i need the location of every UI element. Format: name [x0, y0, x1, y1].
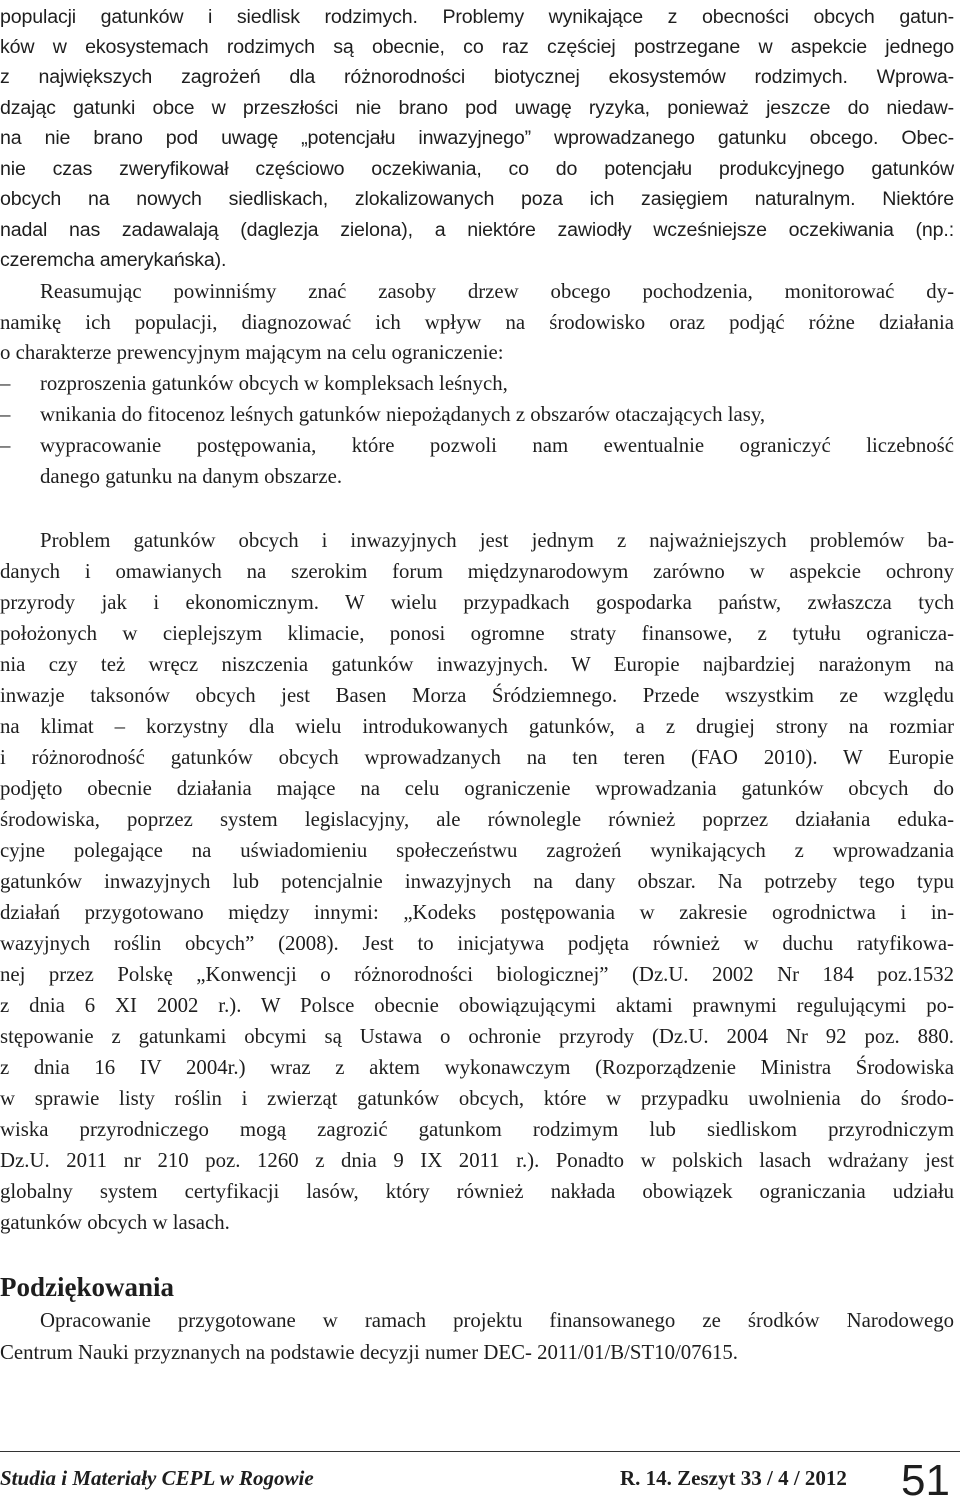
text-line: podjęto obecnie działania mające na celu ograniczenie wprowadzania gatunków obcych do: [0, 777, 954, 800]
text-line: o charakterze prewencyjnym mającym na celu ograniczenie:: [0, 341, 504, 364]
text-line: obcych na nowych siedliskach, zlokalizowanych poza ich zasięgiem naturalnym. Niektóre: [0, 188, 954, 210]
text-line: przyrody jak i ekonomicznym. W wielu przypadkach gospodarka państw, zwłaszcza tych: [0, 591, 954, 614]
text-line: nadal nas zadawalają (daglezja zielona), a niektóre zawiodły wcześniejsze oczekiwania (np.:: [0, 219, 954, 241]
text-line: z dnia 16 IV 2004r.) wraz z aktem wykonawczym (Rozporządzenie Ministra Środowiska: [0, 1056, 954, 1079]
text-line: globalny system certyfikacji lasów, który również nakłada obowiązek ograniczania udziału: [0, 1180, 954, 1203]
list-item-text: wnikania do fitocenoz leśnych gatunków niepożądanych z obszarów otaczających lasy,: [40, 403, 766, 426]
text-line: Problem gatunków obcych i inwazyjnych jest jednym z najważniejszych problemów ba-: [40, 529, 954, 552]
text-line: z największych zagrożeń dla różnorodności biotycznej ekosystemów rodzimych. Wprowa-: [0, 66, 954, 88]
text-line: cyjne polegające na uświadomieniu społeczeństwu zagrożeń wynikających z wprowadzania: [0, 839, 954, 862]
text-line: ków w ekosystemach rodzimych są obecnie, co raz częściej postrzegane w aspekcie jednego: [0, 36, 954, 58]
text-line: nej przez Polskę „Konwencji o różnorodności biologicznej” (Dz.U. 2002 Nr 184 poz.1532: [0, 963, 954, 986]
list-dash: –: [0, 372, 11, 395]
page-number: 51: [901, 1456, 950, 1505]
text-line: położonych w cieplejszym klimacie, ponosi ogromne straty finansowe, z tytułu ogranicza-: [0, 622, 954, 645]
text-line: gatunków inwazyjnych lub potencjalnie inwazyjnych na dany obszar. Na potrzeby tego typu: [0, 870, 954, 893]
list-item-text: danego gatunku na danym obszarze.: [40, 465, 343, 488]
text-line: działań przygotowano między innymi: „Kodeks postępowania w zakresie ogrodnictwa i in-: [0, 901, 954, 924]
text-line: nia czy też wręcz niszczenia gatunków inwazyjnych. W Europie najbardziej narażonym na: [0, 653, 954, 676]
text-line: w sprawie listy roślin i zwierząt gatunków obcych, które w przypadku uwolnienia do środo-: [0, 1087, 954, 1110]
text-line: wiska przyrodniczego mogą zagrozić gatunkom rodzimym lub siedliskom przyrodniczym: [0, 1118, 954, 1141]
text-line: środowiska, poprzez system legislacyjny, ale równolegle również poprzez działania eduka-: [0, 808, 954, 831]
text-line: danych i omawianych na szerokim forum międzynarodowym zarówno w aspekcie ochrony: [0, 560, 954, 583]
text-line: i różnorodność gatunków obcych wprowadzanych na ten teren (FAO 2010). W Europie: [0, 746, 954, 769]
text-line: na klimat – korzystny dla wielu introdukowanych gatunków, a z drugiej strony na rozmiar: [0, 715, 954, 738]
journal-title: Studia i Materiały CEPL w Rogowie: [0, 1466, 314, 1490]
section-heading-acknowledgements: Podziękowania: [0, 1272, 175, 1302]
text-line: wazyjnych roślin obcych” (2008). Jest to inicjatywa podjęta również w duchu ratyfikowa-: [0, 932, 954, 955]
text-line: Centrum Nauki przyznanych na podstawie decyzji numer DEC- 2011/01/B/ST10/07615.: [0, 1341, 738, 1364]
text-line: z dnia 6 XI 2002 r.). W Polsce obecnie obowiązującymi aktami prawnymi regulującymi po-: [0, 994, 954, 1017]
list-dash: –: [0, 434, 11, 457]
text-line: stępowanie z gatunkami obcymi są Ustawa o ochronie przyrody (Dz.U. 2004 Nr 92 poz. 880.: [0, 1025, 954, 1048]
list-item-text: wypracowanie postępowania, które pozwoli nam ewentualnie ograniczyć liczebność: [40, 434, 954, 457]
text-line: dzając gatunki obce w przeszłości nie brano pod uwagę ryzyka, ponieważ jeszcze do niedaw-: [0, 97, 954, 119]
text-line: namikę ich populacji, diagnozować ich wpływ na środowisko oraz podjąć różne działania: [0, 311, 954, 334]
text-line: populacji gatunków i siedlisk rodzimych. Problemy wynikające z obecności obcych gatun-: [0, 6, 954, 28]
issue-info: R. 14. Zeszyt 33 / 4 / 2012: [620, 1466, 847, 1490]
text-line: Reasumując powinniśmy znać zasoby drzew obcego pochodzenia, monitorować dy-: [40, 280, 954, 303]
text-line: nie czas zweryfikował częściowo oczekiwania, co do potencjału produkcyjnego gatunków: [0, 158, 954, 180]
text-line: Dz.U. 2011 nr 210 poz. 1260 z dnia 9 IX 2011 r.). Ponadto w polskich lasach wdrażany jest: [0, 1149, 954, 1172]
text-line: na nie brano pod uwagę „potencjału inwazyjnego” wprowadzanego gatunku obcego. Obec-: [0, 127, 954, 149]
footer-divider: [0, 1451, 960, 1452]
text-line: czeremcha amerykańska).: [0, 249, 227, 271]
text-line: inwazje taksonów obcych jest Basen Morza Śródziemnego. Przede wszystkim ze względu: [0, 684, 954, 707]
text-line: gatunków obcych w lasach.: [0, 1211, 230, 1234]
list-dash: –: [0, 403, 11, 426]
text-line: Opracowanie przygotowane w ramach projektu finansowanego ze środków Narodowego: [40, 1309, 954, 1332]
list-item-text: rozproszenia gatunków obcych w kompleksach leśnych,: [40, 372, 508, 395]
